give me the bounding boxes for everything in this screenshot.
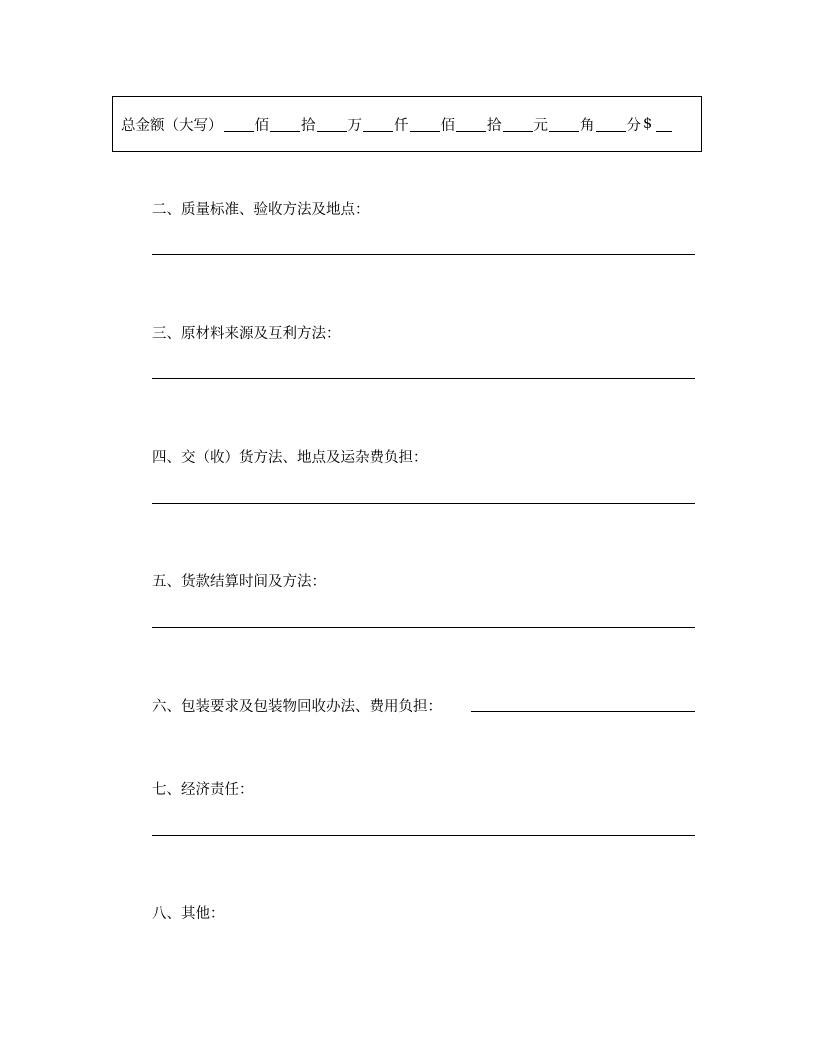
amount-blank-fen[interactable] [596, 117, 626, 132]
unit-wan: 万 [347, 117, 362, 134]
total-amount-box [112, 96, 702, 152]
amount-blank-shiwan[interactable] [270, 117, 300, 132]
amount-blank-wan[interactable] [317, 117, 347, 132]
section-payment-title: 五、货款结算时间及方法： [152, 574, 326, 590]
amount-blank-yuan[interactable] [503, 117, 533, 132]
unit-shi-1: 拾 [301, 117, 316, 134]
section-quality-fill-line[interactable] [152, 254, 695, 255]
section-liability-title: 七、经济责任： [152, 782, 254, 798]
section-packaging-title: 六、包装要求及包装物回收办法、费用负担： [152, 699, 442, 715]
unit-fen: 分 [626, 117, 641, 134]
currency-symbol: $ [643, 116, 653, 132]
amount-blank-qian[interactable] [363, 117, 393, 132]
unit-bai-1: 佰 [254, 117, 269, 134]
amount-blank-bai[interactable] [410, 117, 440, 132]
section-materials-title: 三、原材料来源及互利方法： [152, 326, 341, 342]
unit-jiao: 角 [580, 117, 595, 134]
amount-blank-shi[interactable] [456, 117, 486, 132]
section-other-title: 八、其他： [152, 906, 225, 922]
total-amount-label: 总金额（大写） [121, 117, 223, 134]
unit-bai-2: 佰 [440, 117, 455, 134]
section-payment-fill-line[interactable] [152, 627, 695, 628]
amount-blank-baiwan[interactable] [224, 117, 254, 132]
section-liability-fill-line[interactable] [152, 835, 695, 836]
section-packaging-fill-line[interactable] [471, 711, 695, 712]
unit-qian: 仟 [394, 117, 409, 134]
section-quality-title: 二、质量标准、验收方法及地点： [152, 202, 370, 218]
section-materials-fill-line[interactable] [152, 378, 695, 379]
amount-blank-jiao[interactable] [549, 117, 579, 132]
section-delivery-fill-line[interactable] [152, 503, 695, 504]
unit-shi-2: 拾 [487, 117, 502, 134]
section-delivery-title: 四、交（收）货方法、地点及运杂费负担： [152, 450, 428, 466]
amount-blank-dollar[interactable] [656, 117, 672, 132]
unit-yuan: 元 [533, 117, 548, 134]
